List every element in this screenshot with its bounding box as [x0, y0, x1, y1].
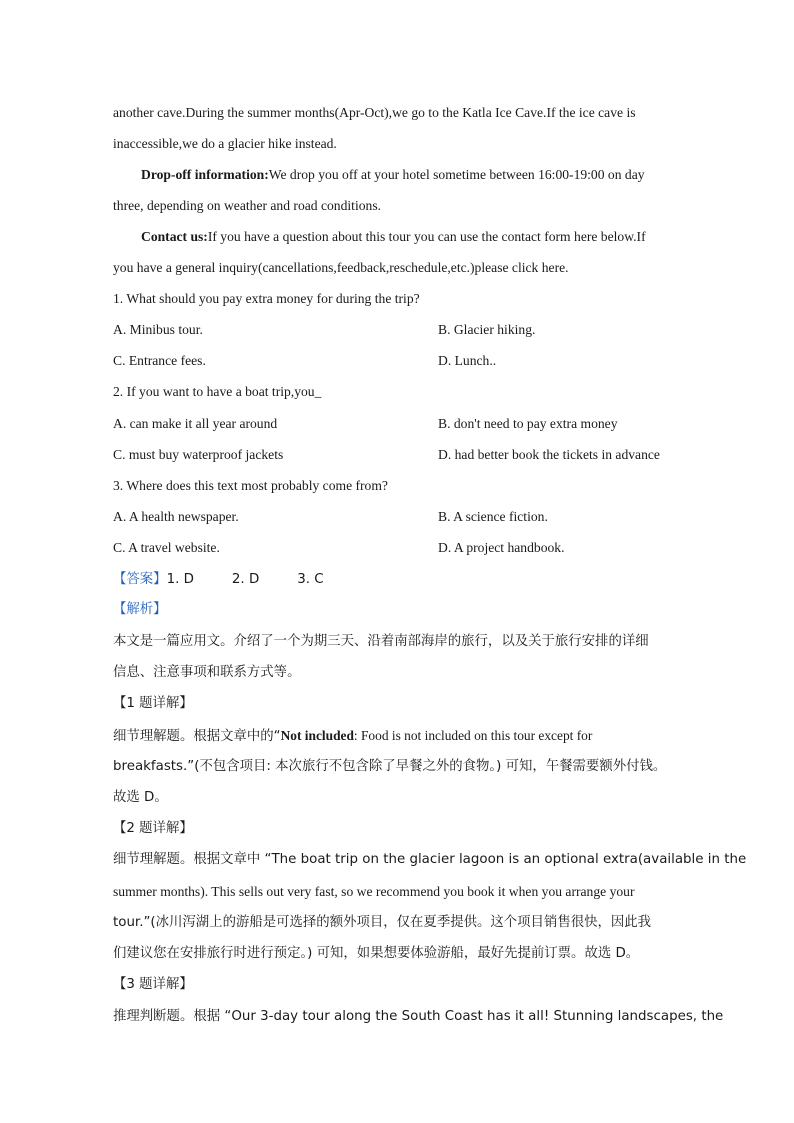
dropoff-text: We drop you off at your hotel sometime between 16:00-19:00 on day	[268, 167, 645, 182]
answer-item: 3. C	[297, 572, 324, 587]
analysis-summary: 信息、注意事项和联系方式等。	[113, 665, 301, 680]
q2-detail-line: tour.”(冰川泻湖上的游船是可选择的额外项目，仅在夏季提供。这个项目销售很快，因此我	[113, 915, 652, 930]
passage-line: another cave.During the summer months(Apr-Oct),we go to the Katla Ice Cave.If the ice cave is	[113, 105, 636, 120]
q1-detail-line	[113, 727, 681, 746]
q1-detail-line: 故选 D。	[113, 790, 168, 805]
dropoff-paragraph	[141, 166, 709, 184]
option-d: D. A project handbook.	[438, 540, 565, 555]
contact-label: Contact us:	[141, 229, 208, 244]
q1-detail-label: 【1 题详解】	[113, 696, 193, 711]
option-d: D. had better book the tickets in advance	[438, 447, 660, 462]
contact-paragraph	[141, 228, 709, 246]
option-d: D. Lunch..	[438, 353, 497, 368]
question-stem: 2. If you want to have a boat trip,you_	[113, 384, 322, 399]
q1-detail-line: breakfasts.”(不包含项目: 本次旅行不包含除了早餐之外的食物。) 可知，午餐需要额外付钱。	[113, 759, 667, 774]
dropoff-label: Drop-off information:	[141, 167, 269, 182]
question-stem: 3. Where does this text most probably come from?	[113, 478, 388, 493]
option-a: A. Minibus tour.	[113, 322, 203, 337]
option-a: A. can make it all year around	[113, 416, 278, 431]
option-c: C. Entrance fees.	[113, 353, 206, 368]
q1-detail-bold: Not included	[280, 728, 354, 743]
analysis-summary: 本文是一篇应用文。介绍了一个为期三天、沿着南部海岸的旅行，以及关于旅行安排的详细	[113, 634, 649, 649]
question-stem: 1. What should you pay extra money for during the trip?	[113, 291, 420, 306]
q3-detail-label: 【3 题详解】	[113, 977, 193, 992]
q2-detail-line: 细节理解题。根据文章中 “The boat trip on the glacier lagoon is an optional extra(available in the	[113, 852, 747, 867]
q1-detail-pre: 细节理解题。根据文章中的“	[113, 729, 281, 744]
answer-label: 【答案】	[113, 572, 167, 587]
option-b: B. A science fiction.	[438, 509, 548, 524]
q2-detail-line: summer months). This sells out very fast, so we recommend you book it when you arrange your	[113, 884, 635, 899]
option-c: C. must buy waterproof jackets	[113, 447, 284, 462]
answer-item: 1. D	[166, 572, 194, 587]
contact-text: If you have a question about this tour you can use the contact form here below.If	[207, 229, 646, 244]
passage-line: inaccessible,we do a glacier hike instead.	[113, 136, 337, 151]
q2-detail-label: 【2 题详解】	[113, 821, 193, 836]
answer-item: 2. D	[231, 572, 260, 587]
option-a: A. A health newspaper.	[113, 509, 239, 524]
q2-detail-line: 们建议您在安排旅行时进行预定。) 可知，如果想要体验游船，最好先提前订票。故选 D。	[113, 946, 640, 961]
q1-detail-post: : Food is not included on this tour except for	[353, 728, 593, 743]
analysis-label: 【解析】	[113, 602, 167, 617]
passage-line: you have a general inquiry(cancellations,feedback,reschedule,etc.)please click here.	[113, 260, 569, 275]
option-b: B. don't need to pay extra money	[438, 416, 618, 431]
option-b: B. Glacier hiking.	[438, 322, 536, 337]
q3-detail-line: 推理判断题。根据 “Our 3-day tour along the South Coast has it all! Stunning landscapes, the	[113, 1009, 724, 1024]
passage-line: three, depending on weather and road conditions.	[113, 198, 382, 213]
option-c: C. A travel website.	[113, 540, 220, 555]
answer-line	[113, 570, 681, 589]
